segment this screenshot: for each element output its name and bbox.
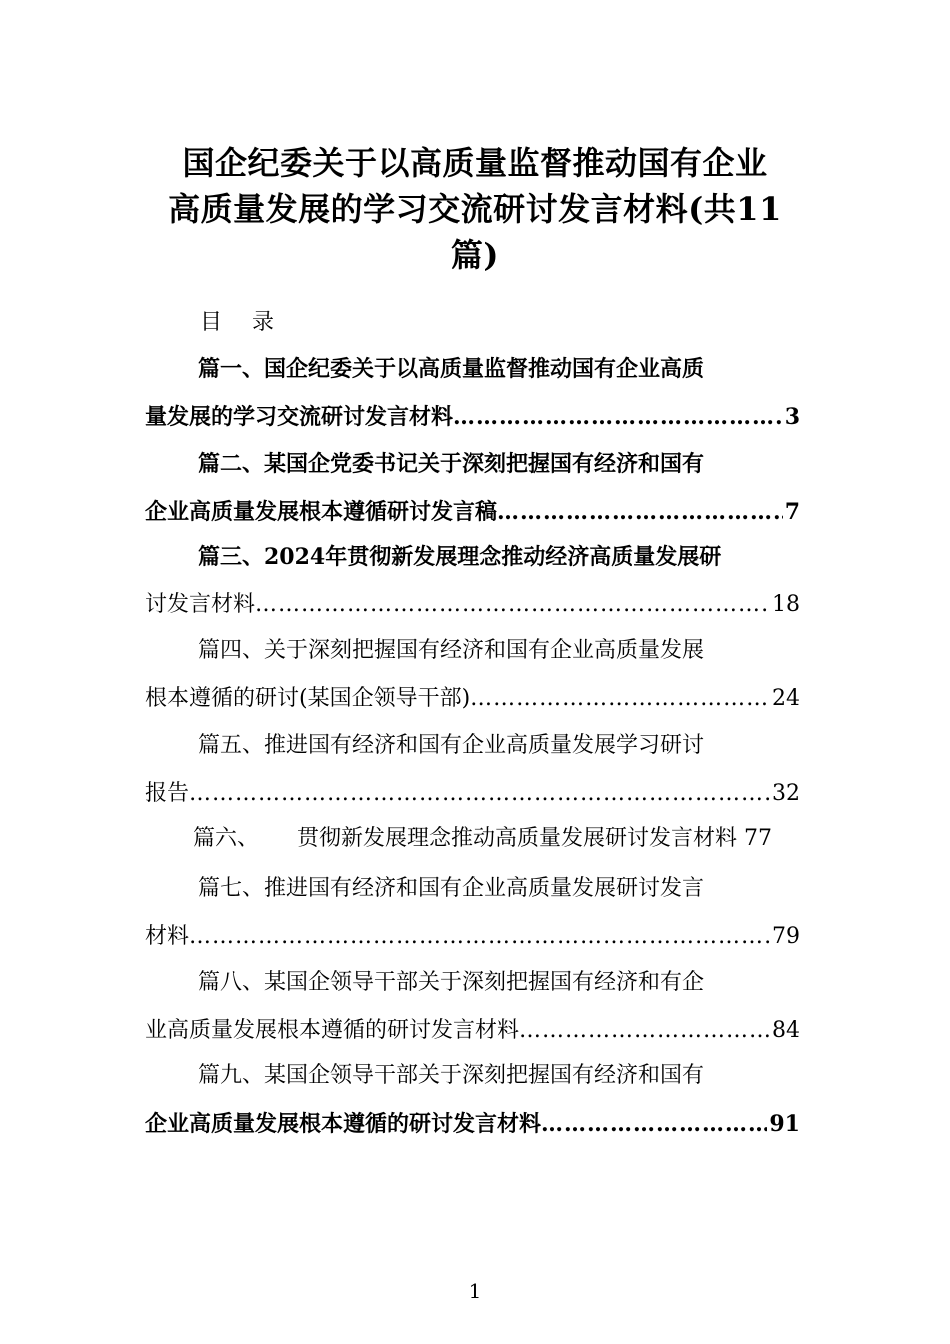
- toc-entry-page: 32: [772, 781, 800, 806]
- toc-entry-label: 篇六、: [193, 826, 260, 851]
- toc-entry-4-line2[interactable]: [145, 684, 800, 714]
- toc-entry-5-line1[interactable]: 篇五、推进国有经济和国有企业高质量发展学习研讨: [198, 733, 705, 758]
- page-number: 1: [468, 1279, 482, 1303]
- toc-entry-text: 讨发言材料: [145, 592, 256, 617]
- toc-entry-8-line2[interactable]: [145, 1016, 800, 1046]
- toc-entry-5-line2[interactable]: [145, 779, 800, 809]
- toc-entry-page: 79: [772, 924, 800, 949]
- toc-entry-text: 报告: [145, 781, 190, 806]
- leader-dots: [470, 684, 770, 714]
- leader-dots: [255, 590, 770, 620]
- leader-dots: [189, 779, 770, 809]
- toc-heading-char: 目: [200, 310, 223, 335]
- toc-entry-3-line1[interactable]: 篇三、2024年贯彻新发展理念推动经济高质量发展研: [198, 544, 722, 570]
- toc-entry-page: 3: [784, 404, 800, 430]
- toc-entry-6[interactable]: [193, 824, 772, 854]
- toc-entry-8-line1[interactable]: 篇八、某国企领导干部关于深刻把握国有经济和有企: [198, 970, 705, 995]
- toc-entry-text: 材料: [145, 924, 190, 949]
- leader-dots: [453, 402, 783, 432]
- toc-entry-page: 84: [772, 1018, 800, 1043]
- title-line: 篇): [450, 236, 500, 274]
- toc-entry-2-line2[interactable]: [145, 497, 800, 527]
- toc-entry-text: 贯彻新发展理念推动高质量发展研讨发言材料: [297, 826, 738, 851]
- toc-heading-char: 录: [252, 310, 275, 335]
- toc-entry-page: 77: [744, 826, 773, 851]
- leader-dots: [541, 1109, 767, 1139]
- toc-entry-page: 91: [769, 1111, 800, 1137]
- toc-entry-text: 企业高质量发展根本遵循的研讨发言材料: [145, 1111, 542, 1137]
- toc-entry-9-line2[interactable]: [145, 1109, 800, 1139]
- toc-entry-2-line1[interactable]: 篇二、某国企党委书记关于深刻把握国有经济和国有: [198, 451, 705, 477]
- toc-entry-1-line2[interactable]: [145, 402, 800, 432]
- toc-entry-text: 量发展的学习交流研讨发言材料: [145, 404, 454, 430]
- toc-heading: [200, 308, 274, 338]
- leader-dots: [189, 922, 770, 952]
- toc-entry-text: 根本遵循的研讨(某国企领导干部): [145, 686, 471, 711]
- toc-entry-page: 7: [784, 499, 800, 525]
- toc-entry-page: 24: [772, 686, 800, 711]
- document-title: [130, 140, 820, 278]
- toc-entry-7-line1[interactable]: 篇七、推进国有经济和国有企业高质量发展研讨发言: [198, 876, 705, 901]
- title-line: 国企纪委关于以高质量监督推动国有企业: [182, 144, 768, 182]
- leader-dots: [497, 497, 783, 527]
- toc-entry-4-line1[interactable]: 篇四、关于深刻把握国有经济和国有企业高质量发展: [198, 638, 705, 663]
- toc-entry-7-line2[interactable]: [145, 922, 800, 952]
- toc-entry-page: 18: [772, 592, 800, 617]
- leader-dots: [519, 1016, 770, 1046]
- toc-entry-9-line1[interactable]: 篇九、某国企领导干部关于深刻把握国有经济和国有: [198, 1063, 705, 1088]
- title-line: 高质量发展的学习交流研讨发言材料(共11: [168, 190, 782, 228]
- toc-entry-text: 业高质量发展根本遵循的研讨发言材料: [145, 1018, 520, 1043]
- toc-entry-text: 企业高质量发展根本遵循研讨发言稿: [145, 499, 498, 525]
- toc-entry-3-line2[interactable]: [145, 590, 800, 620]
- toc-entry-1-line1[interactable]: 篇一、国企纪委关于以高质量监督推动国有企业高质: [198, 356, 705, 382]
